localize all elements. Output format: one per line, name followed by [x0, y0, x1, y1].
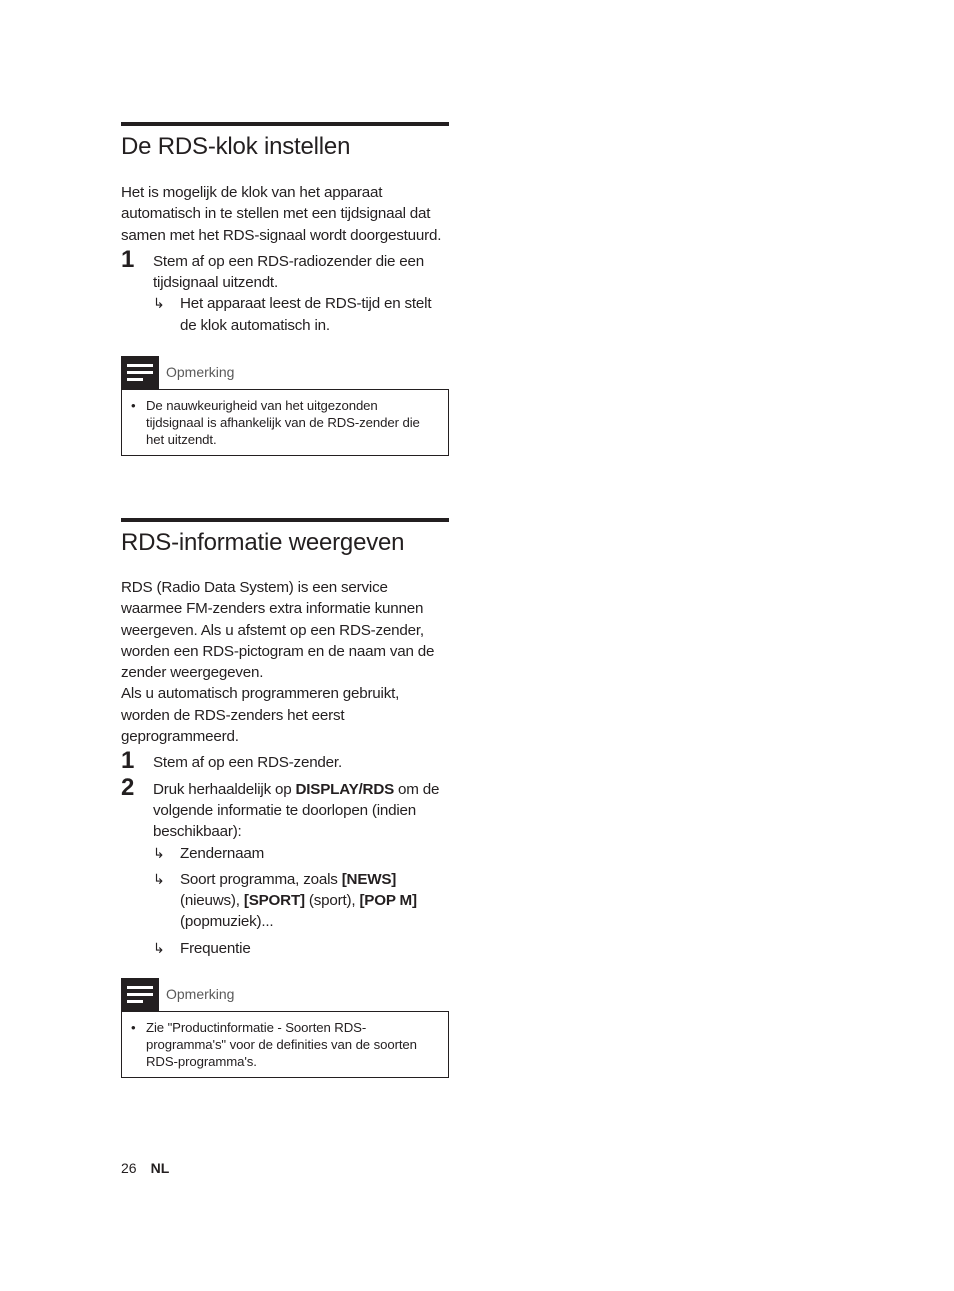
result-text: (nieuws),	[180, 892, 244, 910]
step-number: 1	[121, 747, 135, 775]
page-number: 26	[121, 1160, 137, 1176]
pop-label: [POP M]	[359, 892, 417, 910]
result-text: Het apparaat leest de RDS-tijd en stelt de klok automatisch in.	[180, 295, 432, 334]
note-icon	[121, 356, 159, 389]
result-text: Zendernaam	[180, 844, 265, 862]
section-rule	[121, 518, 449, 522]
section-rds-clock	[121, 122, 449, 456]
step-text: Druk herhaaldelijk op	[153, 780, 296, 798]
step-number: 2	[121, 773, 135, 801]
note-block	[121, 356, 449, 456]
section-title: RDS-informatie weergeven	[121, 529, 405, 556]
step-result	[121, 293, 449, 336]
section-rds-info	[121, 518, 449, 1078]
section-intro: RDS (Radio Data System) is een service waarmee FM-zenders extra informatie kunnen weergeven. Als u afstemt op een RDS-zender, worden een RDS-pictogram en de naam van de zender weergegeven.	[121, 579, 435, 682]
result-station-name	[121, 843, 449, 864]
bullet-icon: •	[131, 1020, 136, 1036]
result-text: (popmuziek)...	[180, 913, 274, 931]
note-label: Opmerking	[166, 364, 235, 381]
step-number: 1	[121, 245, 135, 273]
section-title: De RDS-klok instellen	[121, 133, 351, 160]
note-icon	[121, 978, 159, 1011]
note-box	[121, 389, 449, 456]
note-header	[121, 978, 449, 1011]
result-frequency	[121, 938, 449, 959]
note-box	[121, 1011, 449, 1078]
result-arrow-icon: ↳	[153, 870, 165, 887]
note-header	[121, 356, 449, 389]
step-text-continued: om de volgende informatie te doorlopen (indien beschikbaar):	[153, 780, 440, 841]
step-1	[121, 245, 449, 294]
result-arrow-icon: ↳	[153, 844, 165, 861]
section-intro-2: Als u automatisch programmeren gebruikt, worden de RDS-zenders het eerst geprogrammeerd.	[121, 685, 400, 746]
result-arrow-icon: ↳	[153, 295, 165, 312]
sport-label: [SPORT]	[243, 892, 305, 910]
note-text: Zie "Productinformatie - Soorten RDS-programma's" voor de definities van de soorten RDS-programma's.	[146, 1020, 417, 1069]
section-intro: Het is mogelijk de klok van het apparaat automatisch in te stellen met een tijdsignaal dat samen met het RDS-signaal wordt doorgestuurd.	[121, 184, 442, 244]
page-footer	[121, 1160, 169, 1176]
news-label: [NEWS]	[341, 870, 397, 888]
result-text: Frequentie	[180, 939, 251, 957]
note-text: De nauwkeurigheid van het uitgezonden tijdsignaal is afhankelijk van de RDS-zender die het uitzendt.	[146, 398, 420, 447]
step-text: Stem af op een RDS-radiozender die een tijdsignaal uitzendt.	[153, 252, 425, 292]
step-text: Stem af op een RDS-zender.	[153, 754, 342, 772]
note-label: Opmerking	[166, 986, 235, 1003]
result-arrow-icon: ↳	[153, 939, 165, 956]
result-program-type	[121, 869, 449, 933]
display-rds-key: DISPLAY/RDS	[295, 780, 395, 798]
step-1	[121, 747, 449, 775]
step-2	[121, 773, 449, 843]
result-text: Soort programma, zoals	[180, 870, 342, 888]
section-rule	[121, 122, 449, 126]
bullet-icon: •	[131, 398, 136, 414]
language-code: NL	[150, 1160, 170, 1176]
note-block	[121, 978, 449, 1078]
result-text: (sport),	[304, 892, 360, 910]
